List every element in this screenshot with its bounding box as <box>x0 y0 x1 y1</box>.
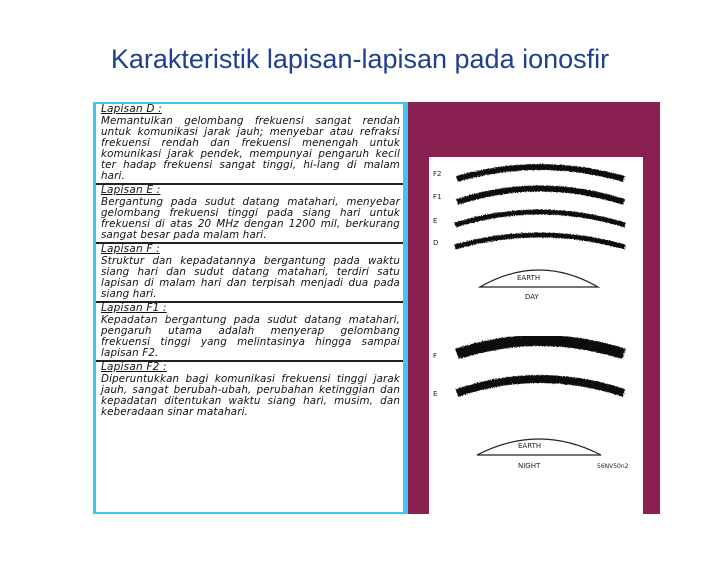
layer-section-f1 <box>96 303 403 362</box>
day-layer-label-e: E <box>433 217 438 225</box>
day-layer-label-f1: F1 <box>433 193 442 201</box>
layer-section-f2 <box>96 362 403 419</box>
layer-heading: Lapisan D : <box>101 103 162 115</box>
day-time-label: DAY <box>525 293 539 301</box>
layer-description: Memantulkan gelombang frekuensi sangat rendah untuk komunikasi jarak jauh; menyebar atau refraksi frekuensi rendah dan frekuensi menengah untuk komunikasi jarak pendek, mempunyai pengaruh kecil ter hadap frekuensi sangat tinggi, hi-lang di malam hari. <box>101 114 400 183</box>
night-earth-label: EARTH <box>518 442 542 450</box>
layer-section-d <box>96 104 403 185</box>
day-layer-label-f2: F2 <box>433 170 442 178</box>
night-layer-label-e: E <box>433 390 438 398</box>
day-layer-d-band <box>455 235 625 247</box>
layer-description-box <box>96 104 403 512</box>
layer-description: Diperuntukkan bagi komunikasi frekuensi tinggi jarak jauh, sangat berubah-ubah, perubahan ketinggian dan kepadatan ditentukan waktu siang hari, musim, dan keberadaan sinar matahari. <box>101 372 400 418</box>
day-earth-label: EARTH <box>517 274 541 282</box>
layer-description: Bergantung pada sudut datang matahari, menyebar gelombang frekuensi tinggi pada siang hari untuk frekuensi di atas 20 MHz dengan 1200 mil, berkurang sangat besar pada malam hari. <box>101 195 400 242</box>
ionosphere-figure <box>429 157 643 587</box>
night-layer-e-band <box>457 379 624 393</box>
layer-heading: Lapisan F : <box>101 243 160 256</box>
layer-description: Kepadatan bergantung pada sudut datang matahari, pengaruh utama adalah menyerap gelombang frekuensi tinggi yang melintasinya hingga sampai lapisan F2. <box>101 313 400 359</box>
day-layer-f2-band <box>457 167 624 179</box>
night-time-label: NIGHT <box>518 462 541 470</box>
layer-description: Struktur dan kepadatannya bergantung pada waktu siang hari dan sudut datang matahari, terdiri satu lapisan di malam hari dan terpisah menjadi dua pada siang hari. <box>101 254 400 300</box>
layer-description-panel <box>93 102 408 514</box>
day-layer-e-band <box>455 212 625 225</box>
night-layer-f-band <box>457 341 624 355</box>
layer-heading: Lapisan F2 : <box>101 361 167 374</box>
layer-section-f <box>96 244 403 303</box>
night-layer-label-f: F <box>433 352 438 360</box>
ionosphere-diagram <box>429 157 643 587</box>
layer-heading: Lapisan E : <box>101 184 161 197</box>
ionosphere-figure-panel <box>408 102 660 514</box>
slide-title: Karakteristik lapisan-lapisan pada ionosfir <box>110 44 610 74</box>
day-layer-label-d: D <box>433 239 439 247</box>
day-layer-f1-band <box>457 189 624 203</box>
figure-credit: 56NV50n2 <box>597 463 629 470</box>
layer-section-e <box>96 185 403 244</box>
layer-heading: Lapisan F1 : <box>101 302 167 315</box>
